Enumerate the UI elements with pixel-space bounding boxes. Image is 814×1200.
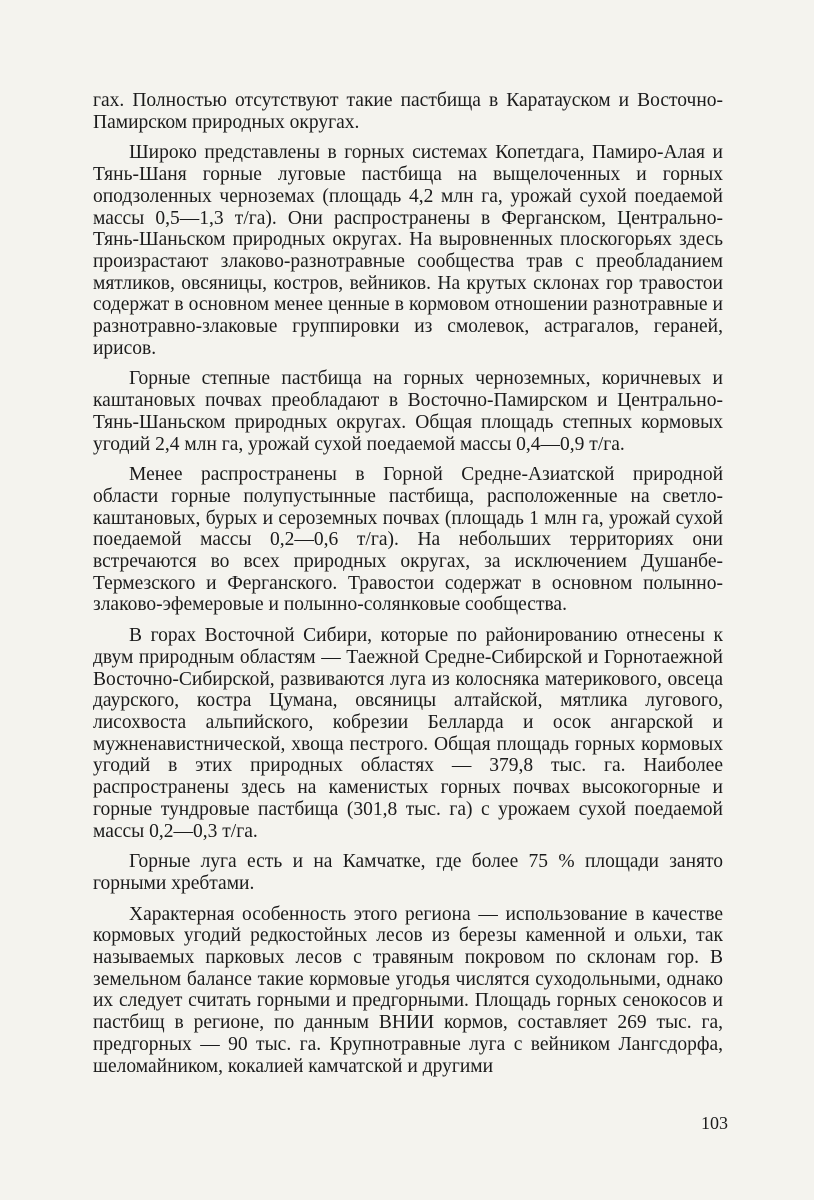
paragraph-continuation: гах. Полностью отсутствуют такие пастбища в Каратауском и Восточно-Памирском природных округах.	[93, 90, 723, 133]
paragraph-kamchatka: Горные луга есть и на Камчатке, где более 75 % площади занято горными хребтами.	[93, 851, 723, 894]
paragraph-mountain-steppe: Горные степные пастбища на горных черноземных, коричневых и каштановых почвах преобладают в Восточно-Памирском и Центрально-Тянь-Шаньском природных округах. Общая площадь степных кормовых угодий 2,4 млн га, урожай сухой поедаемой массы 0,4—0,9 т/га.	[93, 368, 723, 455]
paragraph-region-feature: Характерная особенность этого региона — использование в качестве кормовых угодий редкостойных лесов из березы каменной и ольхи, так называемых парковых лесов с травяным покровом по склонам гор. В земельном балансе такие кормовые угодья числятся суходольными, однако их следует считать горными и предгорными. Площадь горных сенокосов и пастбищ в регионе, по данным ВНИИ кормов, составляет 269 тыс. га, предгорных — 90 тыс. га. Крупнотравные луга с вейником Лангсдорфа, шеломайником, кокалией камчатской и другими	[93, 903, 723, 1077]
paragraph-mountain-meadows: Широко представлены в горных системах Копетдага, Памиро-Алая и Тянь-Шаня горные луговые пастбища на выщелоченных и горных оподзоленных черноземах (площадь 4,2 млн га, урожай сухой поедаемой массы 0,5—1,3 т/га). Они распространены в Ферганском, Центрально-Тянь-Шаньском природных округах. На выровненных плоскогорьях здесь произрастают злаково-разнотравные сообщества трав с преобладанием мятликов, овсяницы, костров, вейников. На крутых склонах гор травостои содержат в основном менее ценные в кормовом отношении разнотравные и разнотравно-злаковые группировки из смолевок, астрагалов, гераней, ирисов.	[93, 142, 723, 359]
paragraph-eastern-siberia: В горах Восточной Сибири, которые по районированию отнесены к двум природным областям — Таежной Средне-Сибирской и Горнотаежной Восточно-Сибирской, развиваются луга из колосняка материкового, овсеца даурского, костра Цумана, овсяницы алтайской, мятлика лугового, лисохвоста альпийского, кобрезии Белларда и осок ангарской и мужненавистнической, хвоща пестрого. Общая площадь горных кормовых угодий в этих природных областях — 379,8 тыс. га. Наиболее распространены здесь на каменистых горных почвах высокогорные и горные тундровые пастбища (301,8 тыс. га) с урожаем сухой поедаемой массы 0,2—0,3 т/га.	[93, 625, 723, 842]
paragraph-semidesert: Менее распространены в Горной Средне-Азиатской природной области горные полупустынные пастбища, расположенные на светло-каштановых, бурых и сероземных почвах (площадь 1 млн га, урожай сухой поедаемой массы 0,2—0,6 т/га). На небольших территориях они встречаются во всех природных округах, за исключением Душанбе-Термезского и Ферганского. Травостои содержат в основном полынно-злаково-эфемеровые и полынно-солянковые сообщества.	[93, 464, 723, 616]
page-number: 103	[701, 1113, 728, 1133]
page-body	[93, 90, 723, 1086]
